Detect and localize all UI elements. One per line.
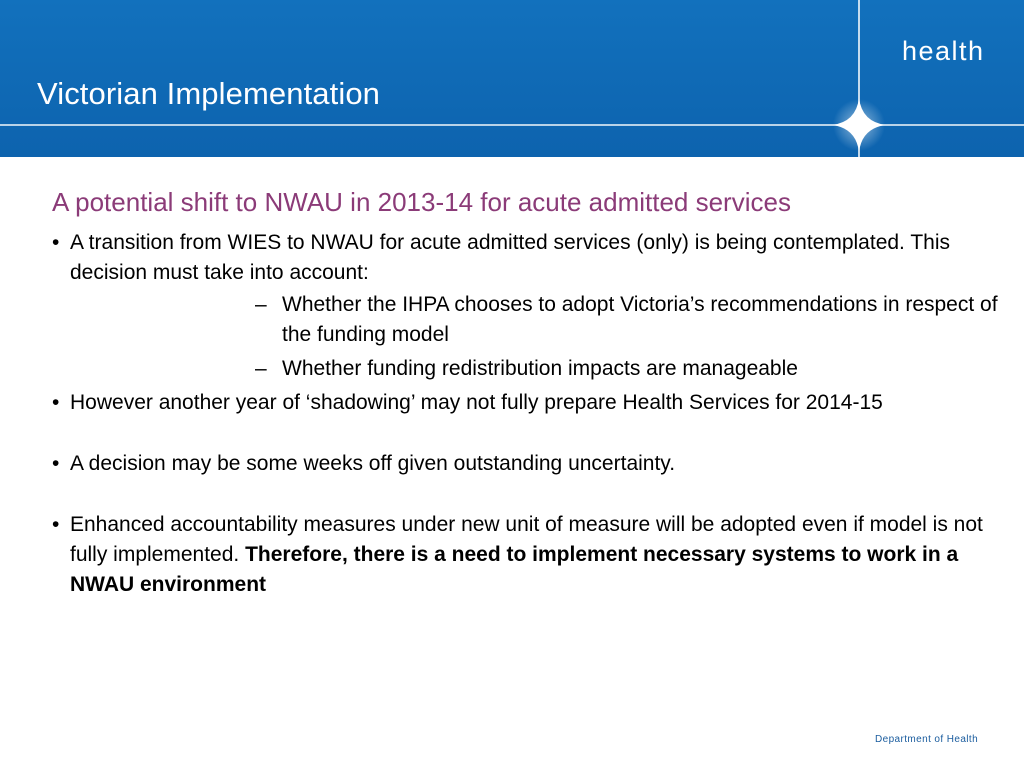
bullet-text: A transition from WIES to NWAU for acute admitted services (only) is being contemplated. This decision must take into account: [70,231,951,284]
spacer [52,418,1002,449]
brand-logo-text: health [902,36,985,66]
spacer [52,479,1002,510]
sub-bullet-text: Whether funding redistribution impacts are manageable [282,357,798,380]
bullet-text: However another year of ‘shadowing’ may not fully prepare Health Services for 2014-15 [70,391,883,414]
bullet-item [52,449,1002,479]
slide-subtitle: A potential shift to NWAU in 2013-14 for acute admitted services [52,187,791,217]
bullet-emphasis-text: Therefore, there is a need to implement necessary systems to work in a NWAU environment [70,543,959,596]
bullet-icon: • [52,231,60,254]
header-banner [0,0,1024,157]
footer-department: Department of Health [875,734,979,745]
bullet-icon: • [52,452,60,475]
bullet-icon: • [52,513,60,536]
bullet-item [52,510,1002,600]
slide-title: Victorian Implementation [37,76,381,111]
bullet-icon: • [52,391,60,414]
sub-bullet-item [52,290,1002,350]
sub-bullet-item [52,354,1002,384]
slide-body [52,228,1002,600]
bullet-text: Enhanced accountability measures under new unit of measure will be adopted even if model is not fully implemented. [70,513,983,566]
bullet-item [52,388,1002,418]
bullet-text: A decision may be some weeks off given outstanding uncertainty. [70,452,676,475]
dash-icon: – [255,293,267,316]
bullet-item [52,228,1002,288]
dash-icon: – [255,357,267,380]
sub-bullet-text: Whether the IHPA chooses to adopt Victoria’s recommendations in respect of the funding model [282,293,998,346]
